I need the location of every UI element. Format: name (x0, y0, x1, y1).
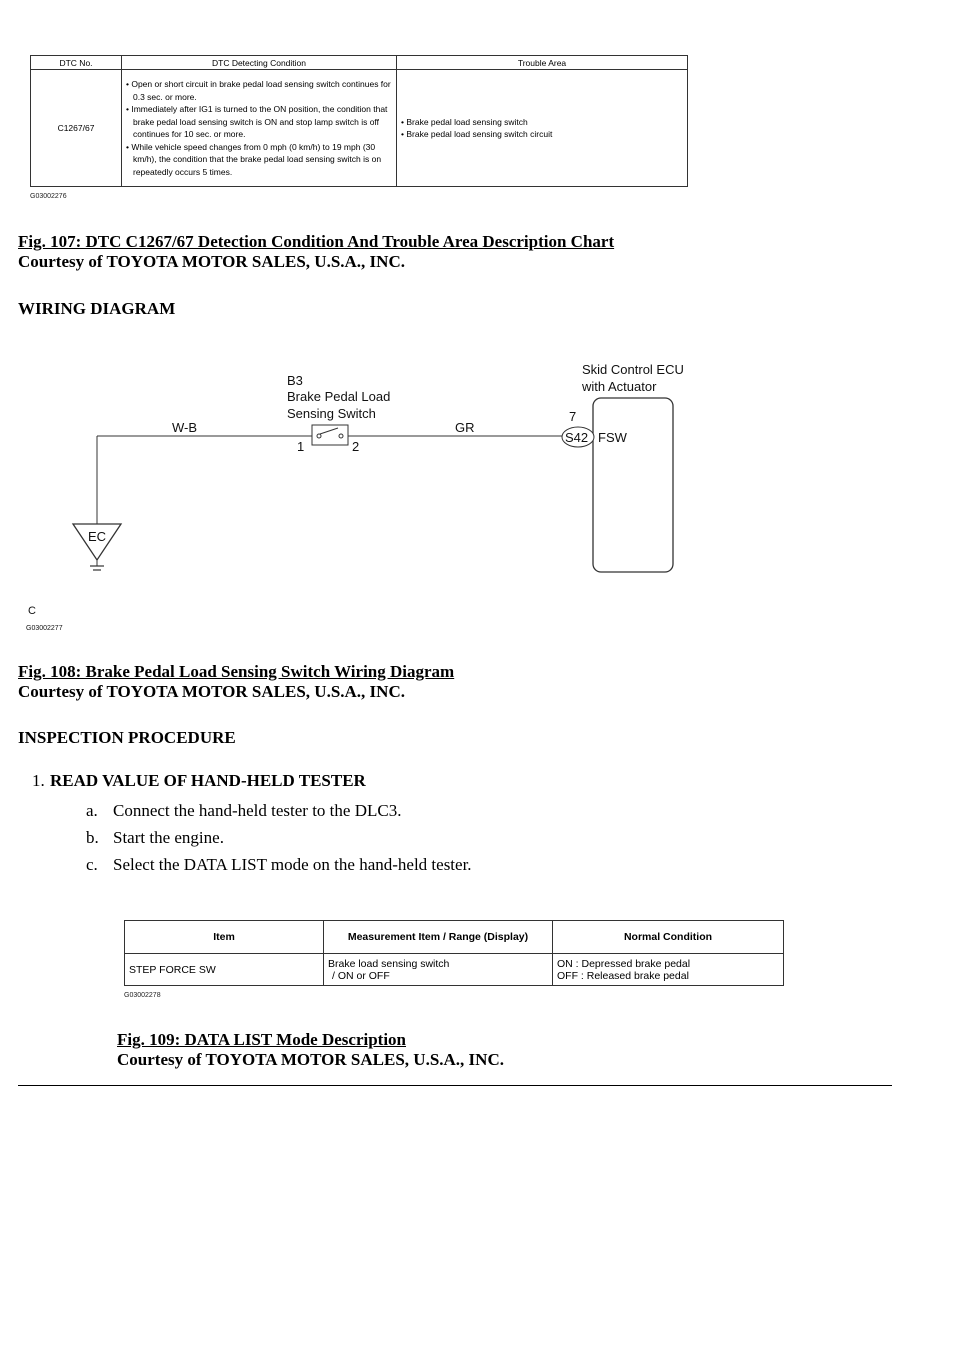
page-divider (18, 1085, 892, 1086)
fig109-courtesy: Courtesy of TOYOTA MOTOR SALES, U.S.A., INC. (117, 1050, 504, 1069)
data-header-item: Item (125, 921, 324, 954)
dtc-area-item: • Brake pedal load sensing switch circuit (401, 129, 553, 139)
dtc-area-item: • Brake pedal load sensing switch (401, 116, 528, 127)
fig108-title: Fig. 108: Brake Pedal Load Sensing Switch Wiring Diagram (18, 662, 455, 681)
data-table-code: G03002278 (124, 992, 161, 999)
ecu-name-line2: with Actuator (582, 379, 657, 394)
switch-pin1: 1 (297, 439, 305, 454)
fig107-caption (18, 232, 614, 272)
diagram-code: G03002277 (26, 625, 63, 632)
dtc-condition-item: • Immediately after IG1 is turned to the ON position, the condition that brake pedal load sensing switch is ON and stop lamp switch is off continues for 10 sec. or more. (126, 104, 388, 139)
data-measurement-line2: / ON or OFF (332, 969, 390, 982)
dtc-table (30, 55, 688, 187)
fig109-title: Fig. 109: DATA LIST Mode Description (117, 1030, 407, 1049)
step-number: 1. (32, 771, 45, 790)
dtc-number: C1267/67 (31, 70, 122, 187)
dtc-header-condition: DTC Detecting Condition (122, 56, 397, 70)
corner-letter: C (28, 605, 36, 617)
ecu-pin: 7 (569, 409, 577, 424)
substep-text: Connect the hand-held tester to the DLC3. (113, 801, 402, 820)
ecu-box (593, 398, 673, 572)
switch-name-line2: Sensing Switch (287, 406, 376, 421)
substep-text: Start the engine. (113, 828, 224, 847)
step-title: READ VALUE OF HAND-HELD TESTER (50, 771, 366, 790)
data-item: STEP FORCE SW (125, 954, 324, 986)
data-list-table (124, 920, 784, 986)
fig107-title: Fig. 107: DTC C1267/67 Detection Condition And Trouble Area Description Chart (18, 232, 615, 251)
data-normal-cell (553, 954, 784, 986)
data-measurement-line1: Brake load sensing switch (328, 957, 450, 970)
fig108-courtesy: Courtesy of TOYOTA MOTOR SALES, U.S.A., INC. (18, 682, 405, 701)
fig109-caption (117, 1030, 504, 1070)
substep-letter: c. (86, 855, 98, 874)
substep-letter: b. (86, 828, 99, 847)
data-normal-line1: ON : Depressed brake pedal (557, 957, 691, 970)
dtc-conditions-cell (122, 70, 397, 187)
figure-code: G03002276 (30, 193, 67, 200)
switch-contact-right (339, 434, 343, 438)
data-measurement-cell (324, 954, 553, 986)
wire-label-left: W-B (172, 420, 198, 435)
fig107-courtesy: Courtesy of TOYOTA MOTOR SALES, U.S.A., INC. (18, 252, 405, 271)
data-header-measurement: Measurement Item / Range (Display) (324, 921, 553, 954)
data-header-normal: Normal Condition (553, 921, 784, 954)
dtc-areas-cell (397, 70, 688, 187)
fig108-caption (18, 662, 454, 702)
dtc-header-no: DTC No. (31, 56, 122, 70)
ground-label: EC (88, 529, 107, 544)
ecu-name-line1: Skid Control ECU (582, 362, 684, 377)
substep-letter: a. (86, 801, 98, 820)
wire-label-right: GR (455, 420, 475, 435)
substep-text: Select the DATA LIST mode on the hand-held tester. (113, 855, 472, 874)
terminal-label: FSW (598, 430, 627, 445)
dtc-condition-item: • Open or short circuit in brake pedal load sensing switch continues for 0.3 sec. or more. (126, 79, 391, 102)
inspection-procedure-heading: INSPECTION PROCEDURE (18, 728, 236, 747)
wiring-diagram (0, 350, 720, 640)
switch-name-line1: Brake Pedal Load (287, 389, 391, 404)
switch-code: B3 (287, 373, 303, 388)
wiring-diagram-heading: WIRING DIAGRAM (18, 299, 176, 318)
switch-contact-left (317, 434, 321, 438)
dtc-header-area: Trouble Area (397, 56, 688, 70)
dtc-condition-item: • While vehicle speed changes from 0 mph (0 km/h) to 19 mph (30 km/h), the condition that the brake pedal load sensing switch is on repeatedly occurs 5 times. (126, 141, 382, 177)
data-normal-line2: OFF : Released brake pedal (557, 969, 689, 982)
switch-pin2: 2 (352, 439, 360, 454)
connector-label: S42 (565, 430, 589, 445)
